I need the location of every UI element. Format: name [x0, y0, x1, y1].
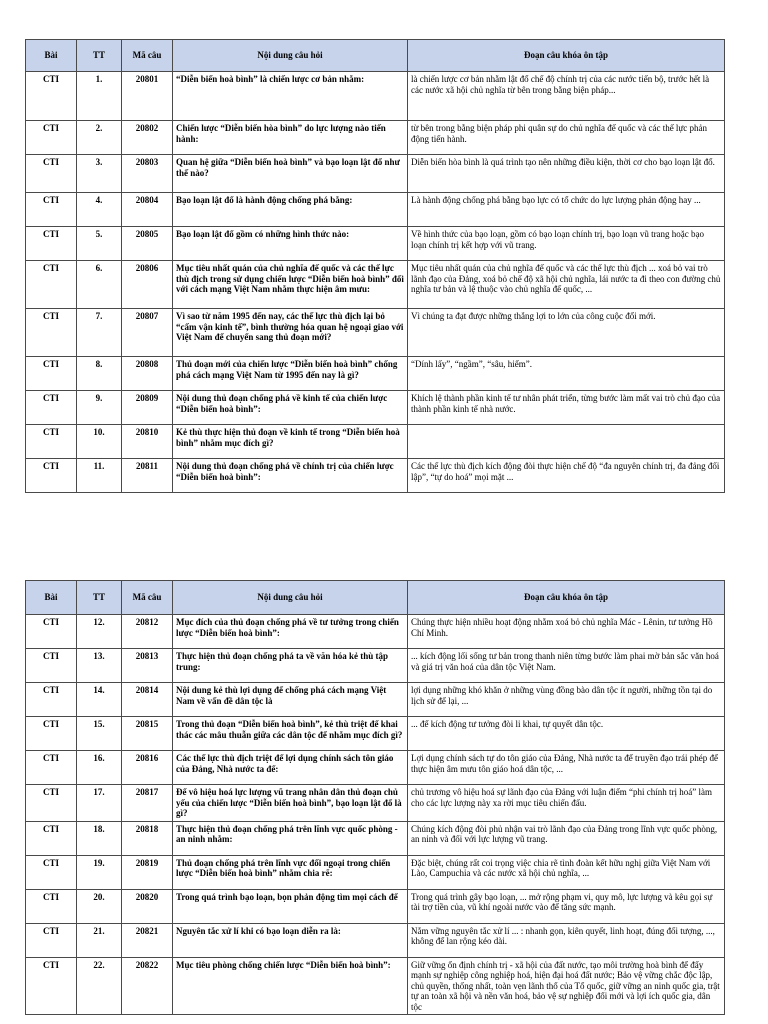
cell-bai: CTI	[26, 121, 77, 155]
table-header-row	[26, 40, 725, 72]
header-ma-cau: Mã câu	[122, 581, 173, 615]
cell-question: Thủ đoạn chống phá trên lĩnh vực đối ngoại trong chiến lược “Diễn biến hoà bình” nhằm chia rẽ:	[173, 855, 408, 889]
table-row	[26, 821, 725, 855]
cell-bai: CTI	[26, 72, 77, 121]
table-row	[26, 785, 725, 822]
cell-question: Thực hiện thủ đoạn chống phá ta về văn hóa kẻ thù tập trung:	[173, 649, 408, 683]
cell-bai: CTI	[26, 751, 77, 785]
table-row	[26, 309, 725, 357]
header-tt: TT	[77, 581, 122, 615]
cell-tt: 17.	[77, 785, 122, 822]
cell-tt: 4.	[77, 193, 122, 227]
table-row	[26, 72, 725, 121]
cell-ma-cau: 20820	[122, 889, 173, 923]
table-row	[26, 121, 725, 155]
cell-ma-cau: 20802	[122, 121, 173, 155]
cell-bai: CTI	[26, 425, 77, 459]
cell-answer: Mục tiêu nhất quán của chủ nghĩa đế quốc và các thế lực thù địch ... xoá bỏ vai trò lãnh đạo của Đảng, xoá bỏ chế độ xã hội chủ nghĩa, lái nước ta đi theo con đường chủ nghĩa tư bản và lệ thuộc vào chủ nghĩa đế quốc, ...	[408, 261, 725, 309]
cell-bai: CTI	[26, 717, 77, 751]
cell-answer: Lợi dụng chính sách tự do tôn giáo của Đảng, Nhà nước ta để truyền đạo trái phép để thực hiện âm mưu tôn giáo hoá dân tộc, ...	[408, 751, 725, 785]
cell-answer	[408, 425, 725, 459]
cell-tt: 5.	[77, 227, 122, 261]
cell-tt: 3.	[77, 155, 122, 193]
cell-tt: 14.	[77, 683, 122, 717]
cell-question: Để vô hiệu hoá lực lượng vũ trang nhân dân thủ đoạn chủ yếu của chiến lược “Diễn biến hoà bình”, bạo loạn lật đổ là gì?	[173, 785, 408, 822]
table-row	[26, 425, 725, 459]
cell-answer: ... kích động lối sống tư bản trong thanh niên từng bước làm phai mờ bản sắc văn hoá và giá trị văn hoá của dân tộc Việt Nam.	[408, 649, 725, 683]
cell-question: Nội dung kẻ thù lợi dụng để chống phá cách mạng Việt Nam về vấn đề dân tộc là	[173, 683, 408, 717]
question-table-1	[25, 39, 725, 493]
cell-answer: Diễn biến hòa bình là quá trình tạo nên những điều kiện, thời cơ cho bạo loạn lật đổ.	[408, 155, 725, 193]
cell-tt: 2.	[77, 121, 122, 155]
cell-answer: Giữ vững ổn định chính trị - xã hội của đất nước, tạo môi trường hoà bình để đẩy mạnh sự nghiệp công nghiệp hoá, hiện đại hoá đất nước; Bảo vệ vững chắc độc lập, chủ quyền, thống nhất, toàn vẹn lãnh thổ của Tổ quốc, giữ vững an ninh quốc gia, trật tự an toàn xã hội và nền văn hoá, bảo vệ sự nghiệp đổi mới và lợi ích quốc gia, dân tộc	[408, 957, 725, 1015]
table-row	[26, 717, 725, 751]
cell-tt: 18.	[77, 821, 122, 855]
table-row	[26, 923, 725, 957]
cell-ma-cau: 20815	[122, 717, 173, 751]
table-row	[26, 855, 725, 889]
cell-tt: 16.	[77, 751, 122, 785]
cell-ma-cau: 20816	[122, 751, 173, 785]
cell-tt: 1.	[77, 72, 122, 121]
cell-answer: Về hình thức của bạo loạn, gồm có bạo loạn chính trị, bạo loạn vũ trang hoặc bạo loạn chính trị kết hợp với vũ trang.	[408, 227, 725, 261]
cell-question: Nội dung thủ đoạn chống phá về kinh tế của chiến lược “Diễn biến hoà bình”:	[173, 391, 408, 425]
cell-bai: CTI	[26, 855, 77, 889]
cell-question: Chiến lược “Diễn biến hòa bình” do lực lượng nào tiến hành:	[173, 121, 408, 155]
cell-question: Mục tiêu phòng chống chiến lược “Diễn biến hoà bình”:	[173, 957, 408, 1015]
cell-bai: CTI	[26, 957, 77, 1015]
cell-tt: 8.	[77, 357, 122, 391]
table-row	[26, 193, 725, 227]
cell-tt: 6.	[77, 261, 122, 309]
table-row	[26, 459, 725, 493]
header-tt: TT	[77, 40, 122, 72]
cell-question: Bạo loạn lật đổ gồm có những hình thức nào:	[173, 227, 408, 261]
table-row	[26, 227, 725, 261]
cell-question: Nội dung thủ đoạn chống phá về chính trị của chiến lược “Diễn biến hoà bình”:	[173, 459, 408, 493]
cell-ma-cau: 20809	[122, 391, 173, 425]
cell-ma-cau: 20813	[122, 649, 173, 683]
cell-answer: là chiến lược cơ bản nhằm lật đổ chế độ chính trị của các nước tiến bộ, trước hết là các nước xã hội chủ nghĩa từ bên trong bằng biện pháp...	[408, 72, 725, 121]
cell-answer: Các thế lực thù địch kích động đòi thực hiện chế độ “đa nguyên chính trị, đa đảng đối lập”, “tự do hoá” mọi mặt ...	[408, 459, 725, 493]
cell-tt: 13.	[77, 649, 122, 683]
cell-bai: CTI	[26, 821, 77, 855]
table-row	[26, 615, 725, 649]
table-row	[26, 357, 725, 391]
cell-answer: từ bên trong bằng biện pháp phi quân sự do chủ nghĩa đế quốc và các thế lực phản động tiến hành.	[408, 121, 725, 155]
header-ma-cau: Mã câu	[122, 40, 173, 72]
cell-question: Thủ đoạn mới của chiến lược “Diễn biến hoà bình” chống phá cách mạng Việt Nam từ 1995 đến nay là gì?	[173, 357, 408, 391]
table-row	[26, 261, 725, 309]
cell-ma-cau: 20821	[122, 923, 173, 957]
cell-ma-cau: 20811	[122, 459, 173, 493]
cell-tt: 19.	[77, 855, 122, 889]
cell-bai: CTI	[26, 357, 77, 391]
cell-ma-cau: 20814	[122, 683, 173, 717]
cell-answer: Khích lệ thành phần kinh tế tư nhân phát triển, từng bước làm mất vai trò chủ đạo của thành phần kinh tế nhà nước.	[408, 391, 725, 425]
cell-ma-cau: 20804	[122, 193, 173, 227]
cell-answer: ... để kích động tư tưởng đòi li khai, tự quyết dân tộc.	[408, 717, 725, 751]
cell-tt: 11.	[77, 459, 122, 493]
table-row	[26, 957, 725, 1015]
cell-ma-cau: 20810	[122, 425, 173, 459]
cell-bai: CTI	[26, 193, 77, 227]
cell-question: Trong quá trình bạo loạn, bọn phản động tìm mọi cách để	[173, 889, 408, 923]
cell-answer: chủ trương vô hiệu hoá sự lãnh đạo của Đảng với luận điểm “phi chính trị hoá” làm cho các lực lượng này xa rời mục tiêu chiến đấu.	[408, 785, 725, 822]
cell-ma-cau: 20808	[122, 357, 173, 391]
cell-tt: 7.	[77, 309, 122, 357]
cell-answer: Vì chúng ta đạt được những thắng lợi to lớn của công cuộc đổi mới.	[408, 309, 725, 357]
cell-bai: CTI	[26, 923, 77, 957]
header-bai: Bài	[26, 40, 77, 72]
cell-ma-cau: 20822	[122, 957, 173, 1015]
cell-question: Vì sao từ năm 1995 đến nay, các thế lực thù địch lại bỏ “cấm vận kinh tế”, bình thường hóa quan hệ ngoại giao với Việt Nam để chuyển sang thủ đoạn mới?	[173, 309, 408, 357]
cell-tt: 12.	[77, 615, 122, 649]
cell-answer: Chúng thực hiện nhiều hoạt động nhằm xoá bỏ chủ nghĩa Mác - Lênin, tư tưởng Hồ Chí Minh.	[408, 615, 725, 649]
cell-ma-cau: 20818	[122, 821, 173, 855]
table-row	[26, 683, 725, 717]
table-row	[26, 391, 725, 425]
cell-bai: CTI	[26, 227, 77, 261]
cell-question: Quan hệ giữa “Diễn biến hoà bình” và bạo loạn lật đổ như thế nào?	[173, 155, 408, 193]
cell-ma-cau: 20801	[122, 72, 173, 121]
cell-question: Mục tiêu nhất quán của chủ nghĩa đế quốc và các thế lực thù địch trong sử dụng chiến lược “Diễn biến hoà bình” đối với cách mạng Việt Nam nhằm thực hiện âm mưu:	[173, 261, 408, 309]
cell-bai: CTI	[26, 785, 77, 822]
cell-answer: lợi dụng những khó khăn ở những vùng đồng bào dân tộc ít người, những tồn tại do lịch sử để lại, ...	[408, 683, 725, 717]
cell-ma-cau: 20819	[122, 855, 173, 889]
cell-question: Nguyên tắc xử lí khi có bạo loạn diễn ra là:	[173, 923, 408, 957]
header-noi-dung: Nội dung câu hỏi	[173, 581, 408, 615]
cell-bai: CTI	[26, 649, 77, 683]
header-bai: Bài	[26, 581, 77, 615]
header-doan-cau: Đoạn câu khóa ôn tập	[408, 581, 725, 615]
cell-answer: Trong quá trình gây bạo loạn, ... mở rộng phạm vi, quy mô, lực lượng và kêu gọi sự tài trợ tiền của, vũ khí ngoài nước vào để tăng sức mạnh.	[408, 889, 725, 923]
cell-ma-cau: 20807	[122, 309, 173, 357]
cell-bai: CTI	[26, 309, 77, 357]
cell-bai: CTI	[26, 615, 77, 649]
cell-answer: Chúng kích động đòi phủ nhận vai trò lãnh đạo của Đảng trong lĩnh vực quốc phòng, an ninh và đối với lực lượng vũ trang.	[408, 821, 725, 855]
header-noi-dung: Nội dung câu hỏi	[173, 40, 408, 72]
cell-tt: 15.	[77, 717, 122, 751]
cell-ma-cau: 20803	[122, 155, 173, 193]
cell-bai: CTI	[26, 391, 77, 425]
table-header-row	[26, 581, 725, 615]
cell-answer: Nắm vững nguyên tắc xử lí ... : nhanh gọn, kiên quyết, linh hoạt, đúng đối tượng, ..., không để lan rộng kéo dài.	[408, 923, 725, 957]
cell-answer: Đặc biệt, chúng rất coi trọng việc chia rẽ tình đoàn kết hữu nghị giữa Việt Nam với Lào, Campuchia và các nước xã hội chủ nghĩa, ...	[408, 855, 725, 889]
cell-tt: 22.	[77, 957, 122, 1015]
cell-question: Mục đích của thủ đoạn chống phá về tư tưởng trong chiến lược “Diễn biến hoà bình”:	[173, 615, 408, 649]
table-row	[26, 889, 725, 923]
cell-bai: CTI	[26, 683, 77, 717]
cell-bai: CTI	[26, 459, 77, 493]
cell-question: Các thế lực thù địch triệt để lợi dụng chính sách tôn giáo của Đảng, Nhà nước ta để:	[173, 751, 408, 785]
cell-answer: Là hành động chống phá bằng bạo lực có tổ chức do lực lượng phản động hay ...	[408, 193, 725, 227]
cell-bai: CTI	[26, 155, 77, 193]
cell-ma-cau: 20817	[122, 785, 173, 822]
cell-question: “Diễn biến hoà bình” là chiến lược cơ bản nhằm:	[173, 72, 408, 121]
cell-ma-cau: 20805	[122, 227, 173, 261]
cell-ma-cau: 20806	[122, 261, 173, 309]
table-row	[26, 155, 725, 193]
question-table-2	[25, 580, 725, 1015]
cell-tt: 10.	[77, 425, 122, 459]
cell-question: Trong thủ đoạn “Diễn biến hoà bình”, kẻ thù triệt để khai thác các mâu thuẫn giữa các dân tộc để nhằm mục đích gì?	[173, 717, 408, 751]
cell-tt: 21.	[77, 923, 122, 957]
cell-bai: CTI	[26, 261, 77, 309]
cell-bai: CTI	[26, 889, 77, 923]
cell-tt: 20.	[77, 889, 122, 923]
cell-ma-cau: 20812	[122, 615, 173, 649]
cell-tt: 9.	[77, 391, 122, 425]
cell-question: Kẻ thù thực hiện thủ đoạn về kinh tế trong “Diễn biến hoà bình” nhằm mục đích gì?	[173, 425, 408, 459]
table-row	[26, 751, 725, 785]
cell-question: Bạo loạn lật đổ là hành động chống phá bằng:	[173, 193, 408, 227]
cell-question: Thực hiện thủ đoạn chống phá trên lĩnh vực quốc phòng - an ninh nhằm:	[173, 821, 408, 855]
cell-answer: “Dính lấy”, “ngầm”, “sâu, hiểm”.	[408, 357, 725, 391]
table-row	[26, 649, 725, 683]
header-doan-cau: Đoạn câu khóa ôn tập	[408, 40, 725, 72]
